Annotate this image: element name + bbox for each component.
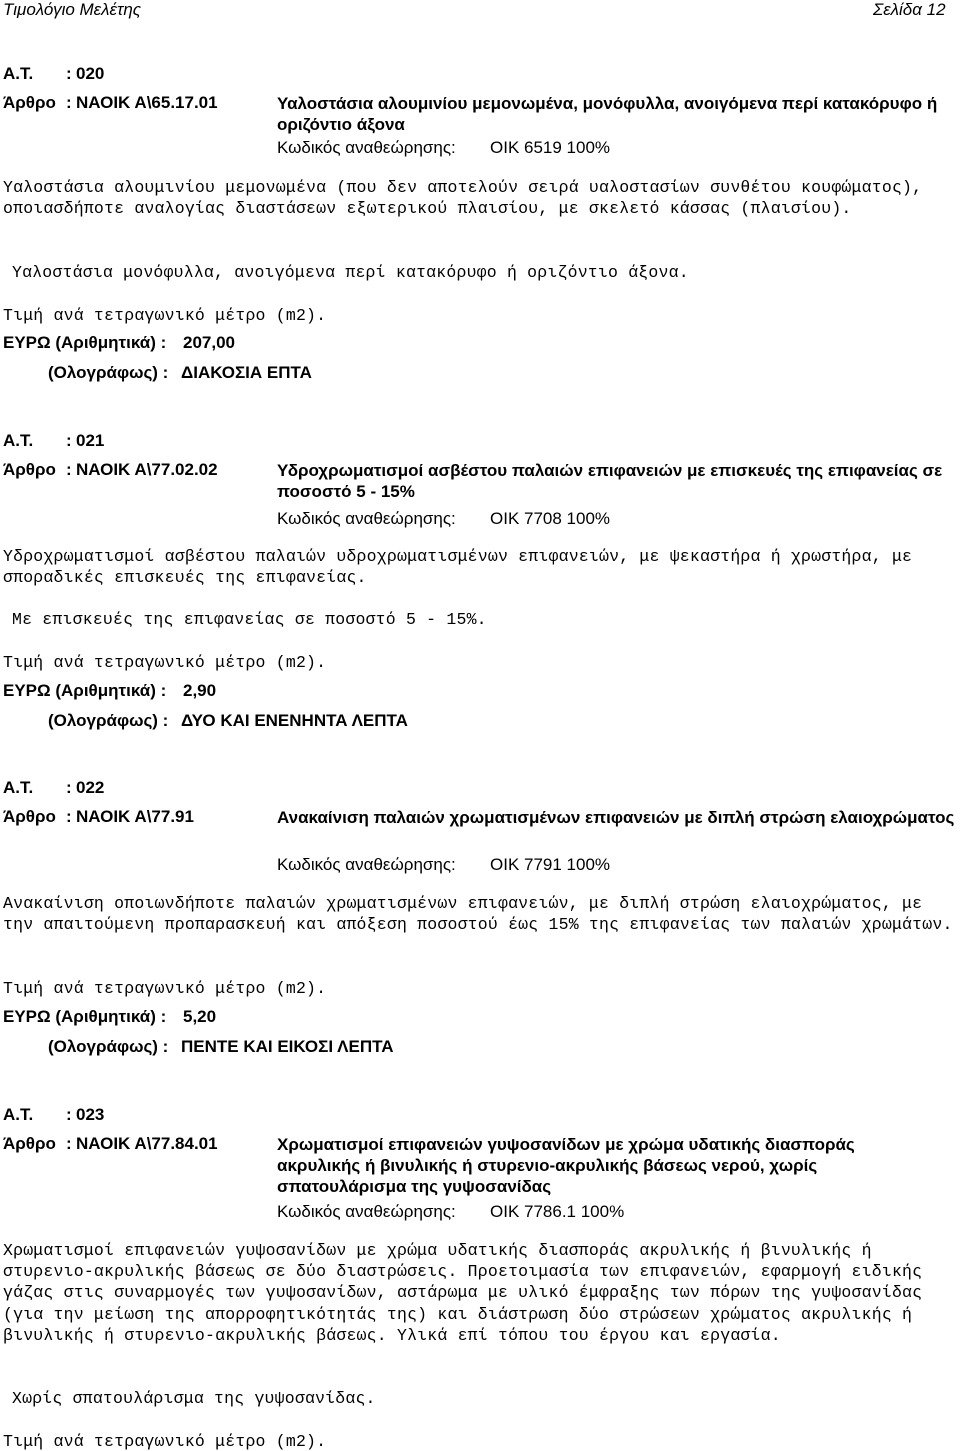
article-label: Άρθρο bbox=[3, 93, 56, 112]
revision-label: Κωδικός αναθεώρησης: bbox=[277, 1202, 456, 1221]
price-unit: Τιμή ανά τετραγωνικό μέτρο (m2). bbox=[3, 979, 327, 998]
revision-code: ΟΙΚ 7708 100% bbox=[490, 509, 611, 528]
colon: : bbox=[66, 1134, 72, 1153]
price-unit: Τιμή ανά τετραγωνικό μέτρο (m2). bbox=[3, 653, 327, 672]
at-number: 021 bbox=[76, 431, 105, 450]
euro-words-label: (Ολογράφως) : bbox=[48, 363, 169, 382]
article-label: Άρθρο bbox=[3, 1134, 56, 1153]
at-number: 022 bbox=[76, 778, 105, 797]
euro-numeric-label: ΕΥΡΩ (Αριθμητικά) : bbox=[3, 333, 167, 352]
item-note: Υαλοστάσια μονόφυλλα, ανοιγόμενα περί κατακόρυφο ή οριζόντιο άξονα. bbox=[12, 263, 689, 282]
revision-code: ΟΙΚ 7786.1 100% bbox=[490, 1202, 625, 1221]
colon: : bbox=[66, 807, 72, 826]
price-unit: Τιμή ανά τετραγωνικό μέτρο (m2). bbox=[3, 1432, 327, 1451]
item-title: Υαλοστάσια αλουμινίου μεμονωμένα, μονόφυλλα, ανοιγόμενα περί κατακόρυφο ή οριζόντιο άξονα bbox=[277, 94, 938, 134]
at-number: 020 bbox=[76, 64, 105, 83]
price-numeric: 2,90 bbox=[183, 681, 217, 700]
revision-code: ΟΙΚ 6519 100% bbox=[490, 138, 611, 157]
colon: : bbox=[66, 93, 72, 112]
item-description: Ανακαίνιση οποιωνδήποτε παλαιών χρωματισμένων επιφανειών, με διπλή στρώση ελαιοχρώματος, με την απαιτούμενη προπαρασκευή και απόξεση ποσοστού έως 15% της επιφανείας των παλαιών χρωμάτων. bbox=[3, 894, 953, 935]
item-description: Υαλοστάσια αλουμινίου μεμονωμένα (που δεν αποτελούν σειρά υαλοστασίων συνθέτου κουφώματος), οποιασδήποτε αναλογίας διαστάσεων εξωτερικού πλαισίου, με σκελετό κάσσας (πλαισίου). bbox=[3, 178, 923, 219]
price-unit: Τιμή ανά τετραγωνικό μέτρο (m2). bbox=[3, 306, 327, 325]
colon: : bbox=[66, 64, 72, 83]
revision-code: ΟΙΚ 7791 100% bbox=[490, 855, 611, 874]
page-number: Σελίδα 12 bbox=[873, 0, 946, 19]
item-title: Υδροχρωματισμοί ασβέστου παλαιών επιφανειών με επισκευές της επιφανείας σε ποσοστό 5 - 15% bbox=[277, 461, 943, 501]
revision-label: Κωδικός αναθεώρησης: bbox=[277, 509, 456, 528]
price-words: ΔΙΑΚΟΣΙΑ ΕΠΤΑ bbox=[181, 363, 312, 382]
article-code: ΝΑΟΙΚ Α\77.02.02 bbox=[76, 460, 218, 479]
euro-numeric-label: ΕΥΡΩ (Αριθμητικά) : bbox=[3, 1007, 167, 1026]
item-description: Υδροχρωματισμοί ασβέστου παλαιών υδροχρωματισμένων επιφανειών, με ψεκαστήρα ή χρωστήρα, με σποραδικές επισκευές της επιφανείας. bbox=[3, 547, 913, 588]
article-code: ΝΑΟΙΚ Α\77.84.01 bbox=[76, 1134, 218, 1153]
colon: : bbox=[66, 778, 72, 797]
colon: : bbox=[66, 1105, 72, 1124]
at-label: Α.Τ. bbox=[3, 1105, 34, 1124]
colon: : bbox=[66, 431, 72, 450]
article-code: ΝΑΟΙΚ Α\65.17.01 bbox=[76, 93, 218, 112]
euro-words-label: (Ολογράφως) : bbox=[48, 1037, 169, 1056]
article-code: ΝΑΟΙΚ Α\77.91 bbox=[76, 807, 194, 826]
article-label: Άρθρο bbox=[3, 807, 56, 826]
at-label: Α.Τ. bbox=[3, 64, 34, 83]
at-label: Α.Τ. bbox=[3, 778, 34, 797]
at-number: 023 bbox=[76, 1105, 105, 1124]
revision-label: Κωδικός αναθεώρησης: bbox=[277, 138, 456, 157]
euro-numeric-label: ΕΥΡΩ (Αριθμητικά) : bbox=[3, 681, 167, 700]
price-words: ΔΥΟ ΚΑΙ ΕΝΕΝΗΝΤΑ ΛΕΠΤΑ bbox=[181, 711, 408, 730]
document-title: Τιμολόγιο Μελέτης bbox=[3, 0, 142, 19]
item-description: Χρωματισμοί επιφανειών γυψοσανίδων με χρώμα υδατικής διασποράς ακρυλικής ή βινυλικής ή στυρενιο-ακρυλικής βάσεως σε δύο διαστρώσεις. Προετοιμασία των επιφανειών, εφαρμογή ειδικής γάζας στις συναρμογές των γυψοσανίδων, αστάρωμα με υλικό έμφραξης των πόρων της γυψοσανίδας (για την μείωση της απορροφητικότητάς της) και διάστρωση δύο στρώσεων χρώματος ακρυλικής ή βινυλικής ή στυρενιο-ακρυλικής βάσεως. Υλικά επί τόπου του έργου και εργασία. bbox=[3, 1241, 923, 1345]
price-numeric: 5,20 bbox=[183, 1007, 217, 1026]
item-title: Χρωματισμοί επιφανειών γυψοσανίδων με χρώμα υδατικής διασποράς ακρυλικής ή βινυλικής ή στυρενιο-ακρυλικής βάσεως νερού, χωρίς σπατουλάρισμα της γυψοσανίδας bbox=[277, 1135, 855, 1196]
euro-words-label: (Ολογράφως) : bbox=[48, 711, 169, 730]
item-note: Χωρίς σπατουλάρισμα της γυψοσανίδας. bbox=[12, 1389, 376, 1408]
price-words: ΠΕΝΤΕ ΚΑΙ ΕΙΚΟΣΙ ΛΕΠΤΑ bbox=[181, 1037, 394, 1056]
article-label: Άρθρο bbox=[3, 460, 56, 479]
price-numeric: 207,00 bbox=[183, 333, 235, 352]
revision-label: Κωδικός αναθεώρησης: bbox=[277, 855, 456, 874]
item-note: Με επισκευές της επιφανείας σε ποσοστό 5 - 15%. bbox=[12, 610, 487, 629]
at-label: Α.Τ. bbox=[3, 431, 34, 450]
item-title: Ανακαίνιση παλαιών χρωματισμένων επιφανειών με διπλή στρώση ελαιοχρώματος bbox=[277, 808, 955, 827]
colon: : bbox=[66, 460, 72, 479]
